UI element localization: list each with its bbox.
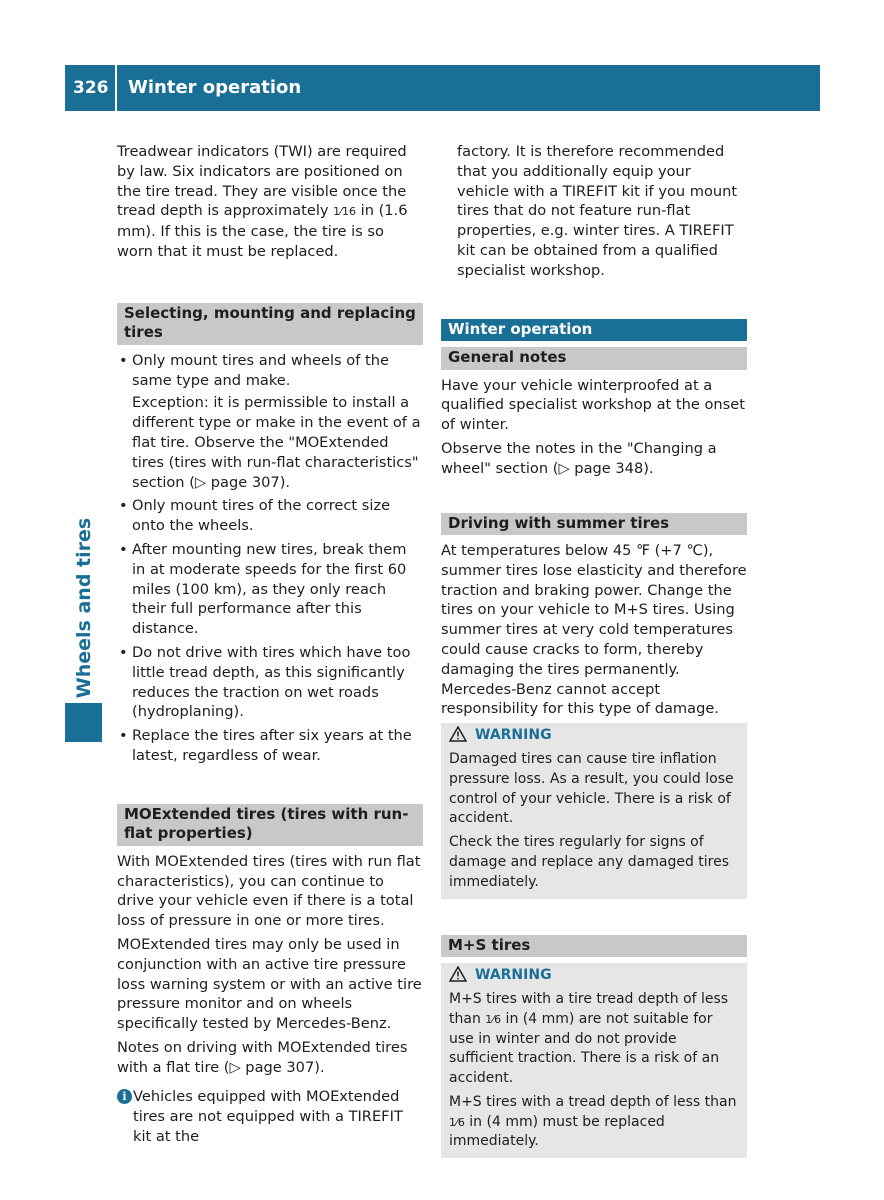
chapter-side-tab	[65, 505, 102, 742]
fraction: 1⁄6	[485, 1012, 502, 1026]
warning-text: M+S tires with a tire tread depth of less than 1⁄6 in (4 mm) are not suitable for use in winter and do not provide sufficient traction. There is a risk of an accident.	[449, 990, 729, 1087]
general-notes-paragraph-1: Have your vehicle winterproofed at a qualified specialist workshop at the onset of winter.	[441, 376, 745, 434]
list-item: • Only mount tires of the correct size onto the wheels.	[119, 497, 391, 535]
warning-text: Damaged tires can cause tire inflation pressure loss. As a result, you could lose control of your vehicle. There is a risk of accident.	[449, 751, 734, 827]
chapter-label: Wheels and tires	[72, 517, 95, 699]
page-number: 326	[73, 78, 109, 98]
warning-title: WARNING	[475, 727, 552, 744]
general-notes-paragraph-2: Observe the notes in the "Changing a wheel" section (▷ page 348).	[441, 439, 717, 477]
fraction: 1⁄16	[333, 205, 356, 219]
info-icon: i	[117, 1089, 132, 1104]
section-heading-winter-operation: Winter operation	[441, 319, 747, 342]
warning-box-summer	[441, 723, 747, 898]
moextended-paragraph-3: Notes on driving with MOExtended tires with a flat tire (▷ page 307).	[117, 1038, 408, 1076]
fraction: 1⁄6	[449, 1115, 465, 1129]
section-heading-moextended: MOExtended tires (tires with run-flat properties)	[117, 804, 423, 846]
warning-text: M+S tires with a tread depth of less than 1⁄6 in (4 mm) must be replaced immediately.	[449, 1093, 737, 1150]
page-title: Winter operation	[128, 77, 302, 98]
warning-box-ms	[441, 963, 747, 1158]
right-column	[441, 142, 747, 1158]
left-column	[117, 142, 423, 1147]
list-item: • Replace the tires after six years at the latest, regardless of wear.	[119, 727, 412, 764]
list-item: • Do not drive with tires which have too little tread depth, as this significantly reduces the traction on wet roads (hydroplaning).	[119, 643, 411, 721]
summer-tires-paragraph: At temperatures below 45 ℉ (+7 ℃), summer tires lose elasticity and therefore traction and braking power. Change the tires on your vehicle to M+S tires. Using summer tires at very cold temperatures could cause cracks to form, thereby damaging the tires permanently. Mercedes-Benz cannot accept responsibility for this type of damage.	[441, 542, 747, 718]
section-heading-selecting: Selecting, mounting and replacing tires	[117, 303, 423, 345]
list-item: • Only mount tires and wheels of the same type and make. Exception: it is permissible to install a different type or make in the event of a flat tire. Observe the "MOExtended tires (tires with run-flat characteristics" section (▷ page 307).	[117, 351, 423, 493]
list-item: • After mounting new tires, break them in at moderate speeds for the first 60 miles (100 km), as they only reach their full performance after this distance.	[119, 540, 407, 638]
warning-title: WARNING	[475, 967, 552, 984]
section-heading-summer-tires: Driving with summer tires	[441, 513, 747, 536]
moextended-paragraph-1: With MOExtended tires (tires with run flat characteristics), you can continue to drive your vehicle even if there is a total loss of pressure in one or more tires.	[117, 852, 421, 930]
warning-text: Check the tires regularly for signs of damage and replace any damaged tires immediately.	[449, 834, 730, 890]
page-header	[65, 65, 820, 111]
header-divider	[115, 65, 117, 111]
info-note: i Vehicles equipped with MOExtended tires are not equipped with a TIREFIT kit at the	[117, 1087, 423, 1146]
warning-triangle-icon	[449, 726, 467, 742]
chapter-tab-marker	[65, 703, 102, 742]
tire-rules-list	[117, 351, 423, 766]
moextended-paragraph-2: MOExtended tires may only be used in conjunction with an active tire pressure loss warning system or with an active tire pressure monitor and on wheels specifically tested by Mercedes-Benz.	[117, 935, 422, 1033]
treadwear-paragraph: Treadwear indicators (TWI) are required by law. Six indicators are positioned on the tire tread. They are visible once the tread depth is approximately 1⁄16 in (1.6 mm). If this is the case, the tire is so worn that it must be replaced.	[117, 143, 408, 260]
warning-triangle-icon	[449, 966, 467, 982]
continued-paragraph: factory. It is therefore recommended that you additionally equip your vehicle with a TIREFIT kit if you mount tires that do not feature run-flat properties, e.g. winter tires. A TIREFIT kit can be obtained from a qualified specialist workshop.	[457, 143, 738, 279]
section-heading-general-notes: General notes	[441, 347, 747, 370]
exception-note: Exception: it is permissible to install a different type or make in the event of a flat tire. Observe the "MOExtended tires (tires with run-flat characteristics" section (▷ page 307).	[132, 394, 421, 491]
section-heading-ms-tires: M+S tires	[441, 935, 747, 958]
